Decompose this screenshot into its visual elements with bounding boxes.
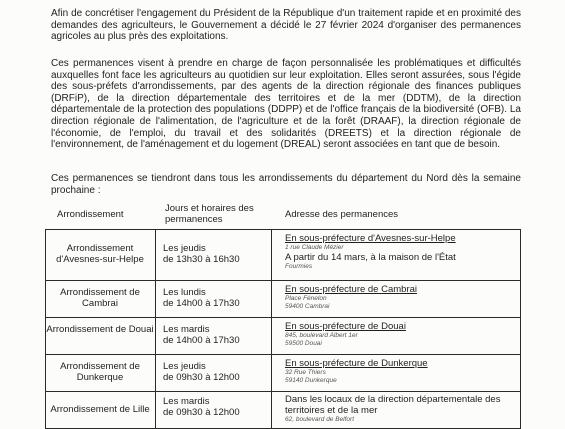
address-city: 59500 Douai (285, 340, 322, 347)
cell-day: Les jeudis (163, 243, 206, 254)
cell-jours (163, 361, 269, 383)
schedule-intro-paragraph: Ces permanences se tiendront dans tous les arrondissements du département du Nord dès la semaine prochaine : (51, 173, 521, 196)
address-street: 845, boulevard Albert 1er (285, 332, 358, 339)
cell-day: Les jeudis (163, 361, 206, 372)
address-city: 59140 Dunkerque (285, 377, 337, 384)
address-street: 62, boulevard de Belfort (285, 416, 355, 423)
cell-hours: de 14h00 à 17h30 (163, 298, 240, 309)
cell-jours (163, 324, 269, 346)
intro-paragraph: Afin de concrétiser l'engagement du Président de la République d'un traitement rapide et en proximité des demandes des agriculteurs, le Gouvernement a décidé le 27 février 2024 d'organiser des permanences agricoles au plus près des exploitations. (51, 8, 521, 43)
header-jours: Jours et horaires des permanences (165, 203, 254, 225)
header-adresse: Adresse des permanences (285, 209, 399, 220)
address-street: 32 Rue Thiers (285, 369, 326, 376)
cell-day: Les lundis (163, 287, 206, 298)
cell-arrondissement: Arrondissement de Cambrai (60, 287, 140, 309)
table-row (45, 281, 521, 318)
cell-jours (163, 287, 269, 309)
table-row (45, 392, 521, 429)
cell-day: Les mardis (163, 396, 210, 407)
cell-day: Les mardis (163, 324, 210, 335)
cell-jours (163, 396, 269, 418)
address-extra: A partir du 14 mars, à la maison de l'État (285, 252, 456, 263)
table-header (45, 199, 521, 230)
cell-hours: de 13h30 à 16h30 (163, 254, 240, 265)
header-arrondissement: Arrondissement (57, 209, 124, 220)
cell-hours: de 09h30 à 12h00 (163, 407, 240, 418)
table-row (45, 355, 521, 392)
cell-arrondissement: Arrondissement de Douai (46, 324, 154, 335)
address-city: Fourmies (285, 263, 313, 270)
cell-adresse (285, 233, 521, 271)
address-city: 59400 Cambrai (285, 303, 330, 310)
cell-adresse (285, 394, 521, 424)
table-row (45, 230, 521, 281)
cropped-top-text (50, 0, 480, 6)
cell-hours: de 14h00 à 17h30 (163, 335, 240, 346)
cell-arrondissement: Arrondissement de Lille (50, 404, 150, 415)
cell-arrondissement: Arrondissement de Dunkerque (60, 361, 140, 383)
address-street: Place Fénelon (285, 295, 327, 302)
address-title: En sous-préfecture d'Avesnes-sur-Helpe (285, 233, 456, 244)
address-title: En sous-préfecture de Dunkerque (285, 358, 428, 369)
address-title: En sous-préfecture de Douai (285, 321, 406, 332)
address-title: En sous-préfecture de Cambrai (285, 284, 418, 295)
cell-arrondissement: Arrondissement d'Avesnes-sur-Helpe (56, 243, 144, 265)
cell-adresse (285, 358, 521, 385)
cell-adresse (285, 321, 521, 348)
description-paragraph: Ces permanences visent à prendre en charge de façon personnalisée les problématiques et difficultés auxquelles font face les agriculteurs au quotidien sur leur exploitation. Elles seront assurées, sous l'égide des sous-préfets d'arrondissements, par des agents de la direction régionale des finances publiques (DRFiP), de la direction départementale des territoires et de la mer (DDTM), de la direction départementale de la protection des populations (DDPP) et de l'office français de la biodiversité (OFB). La direction régionale de l'alimentation, de l'agriculture et de la forêt (DRAAF), la direction régionale de l'économie, de l'emploi, du travail et des solidarités (DREETS) et la direction régionale de l'environnement, de l'aménagement et du logement (DREAL) seront associées en tant que de besoin. (51, 58, 521, 151)
cell-jours (163, 243, 269, 265)
address-street: 1 rue Claude Mézier (285, 244, 344, 251)
cell-adresse (285, 284, 521, 311)
table-row (45, 318, 521, 355)
cell-hours: de 09h30 à 12h00 (163, 372, 240, 383)
address-title: Dans les locaux de la direction départementale des territoires et de la mer (285, 394, 501, 416)
permanences-table (45, 199, 521, 429)
